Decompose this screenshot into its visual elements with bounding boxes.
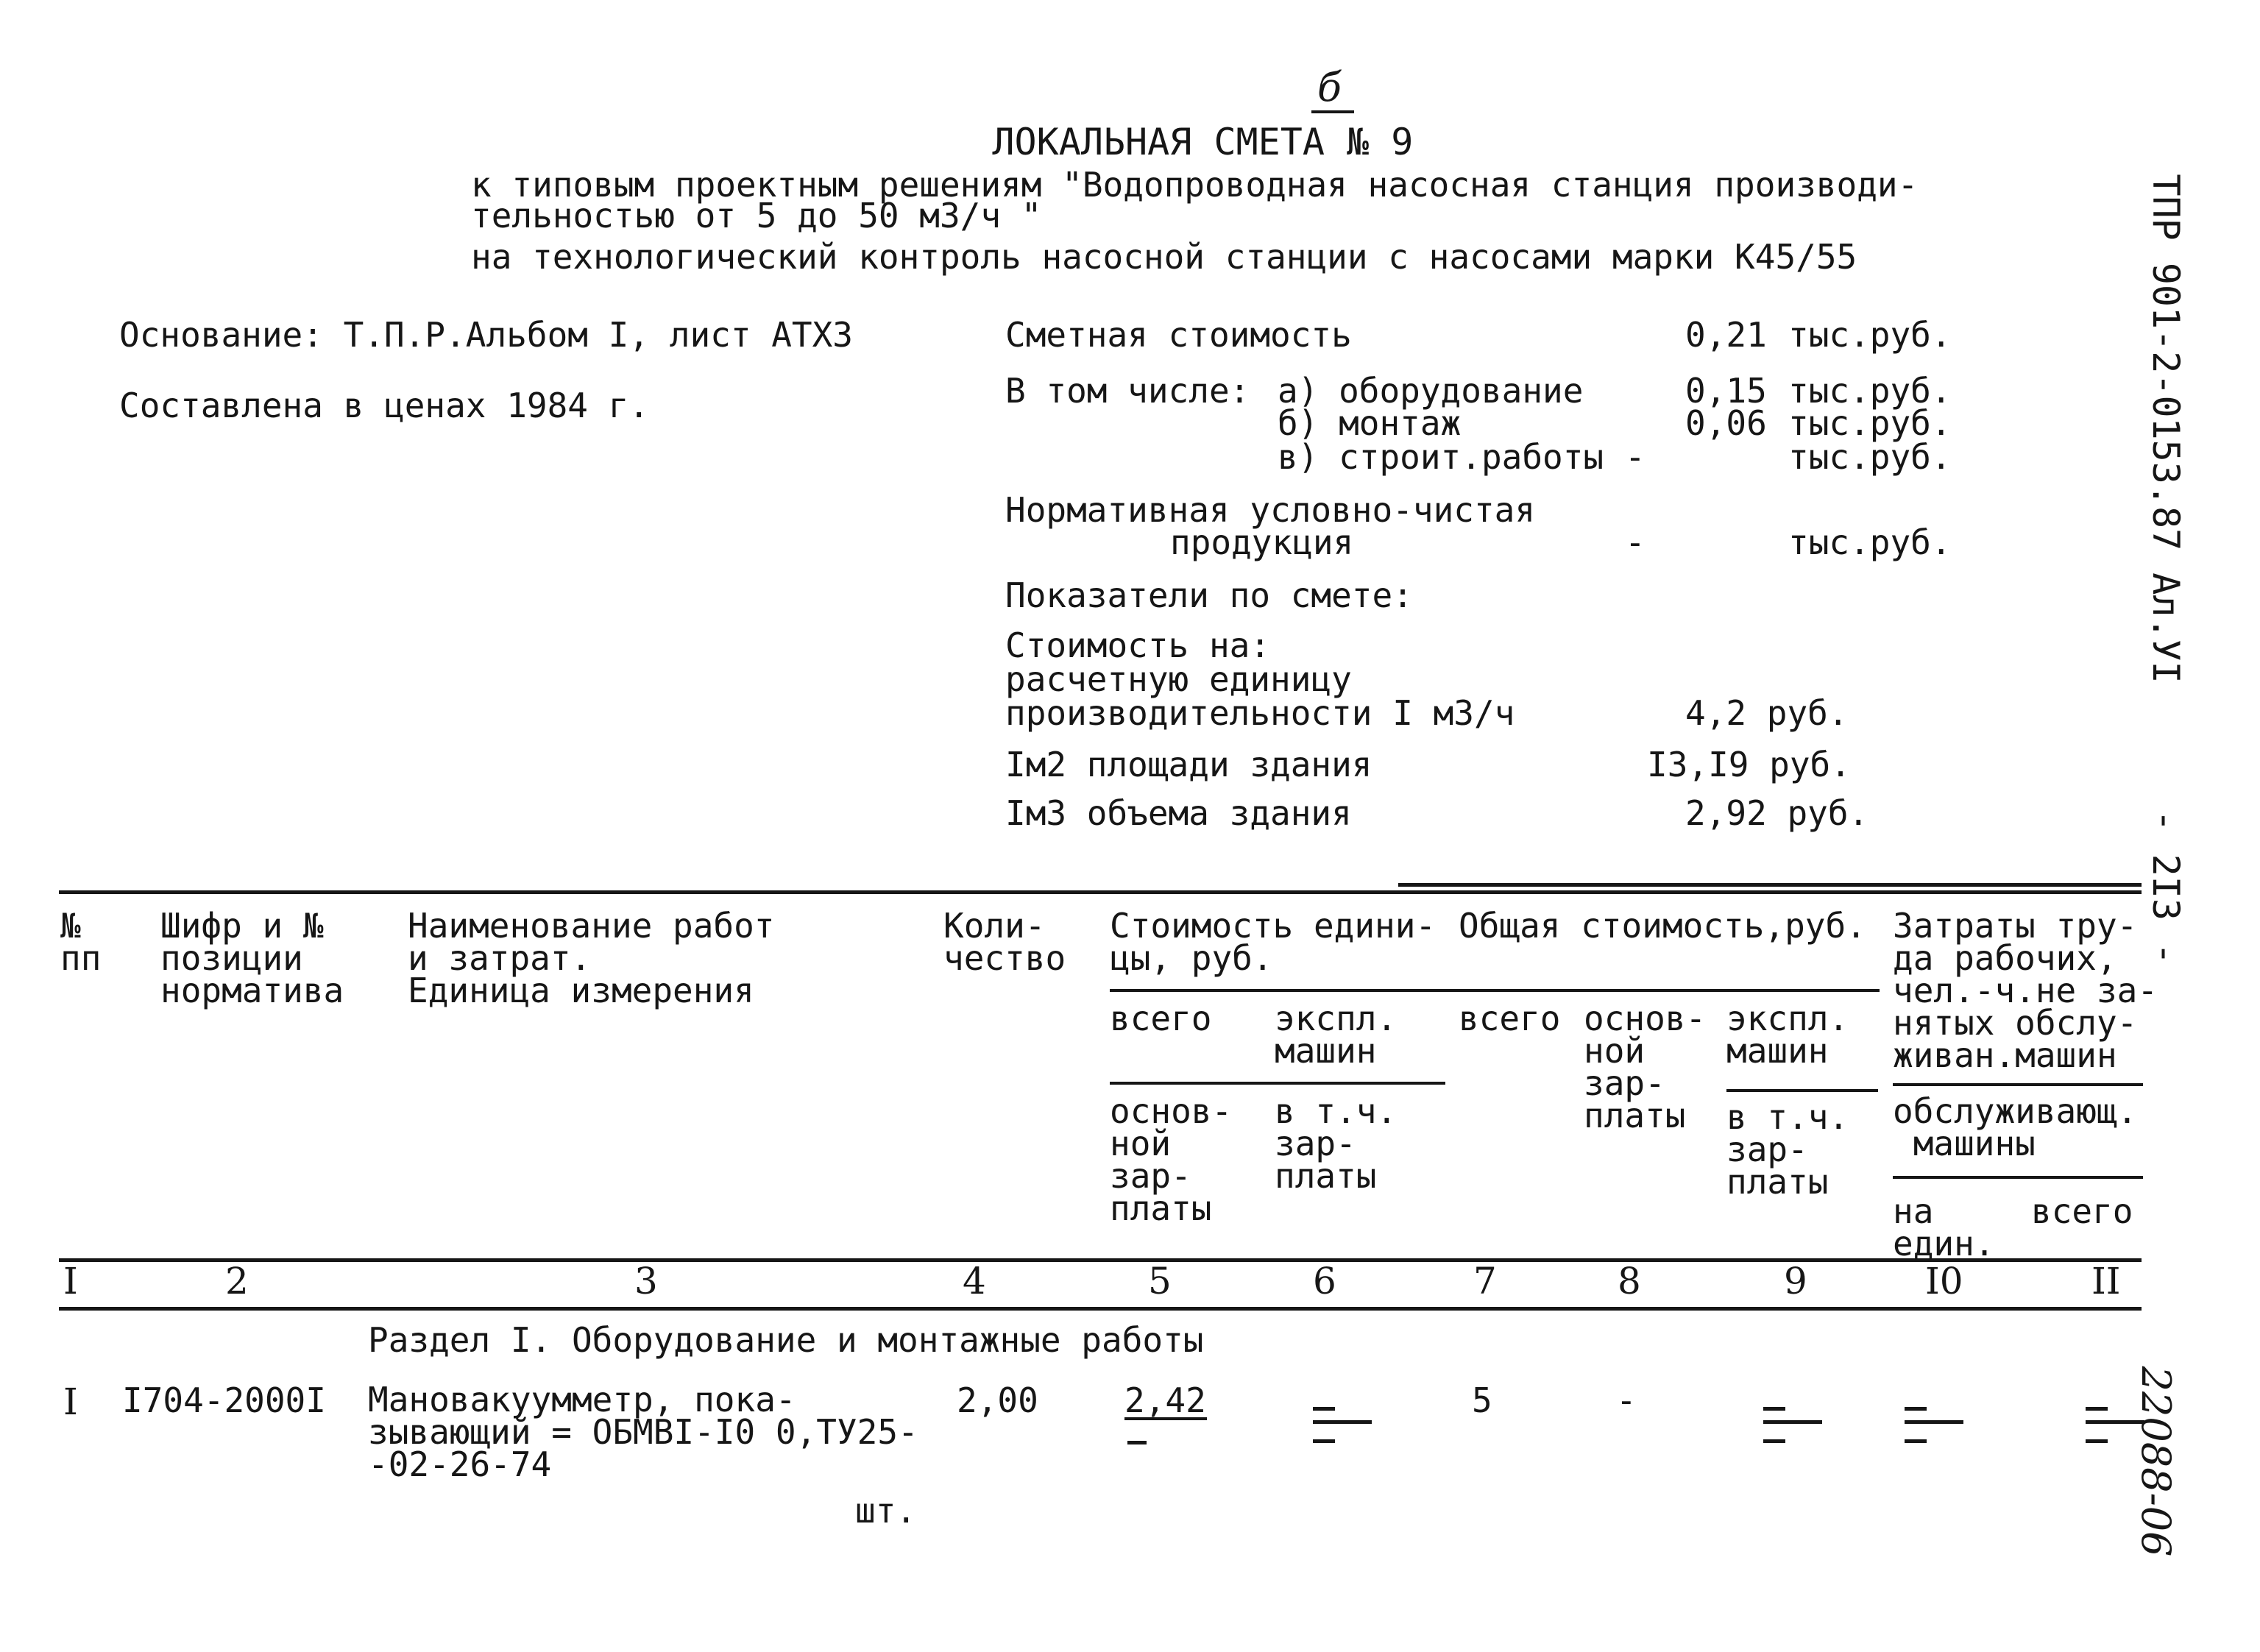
- header-rule-10-11-a: [1893, 1083, 2143, 1086]
- row-unit-cost-underline: [1124, 1417, 1207, 1420]
- title-suffix-handwritten: б: [1317, 64, 1342, 110]
- column-number-5: 5: [1148, 1260, 1172, 1302]
- header-col7: всего: [1459, 999, 1561, 1038]
- column-number-11: II: [2091, 1260, 2121, 1302]
- row-unit-cost-total: 2,42: [1124, 1380, 1206, 1420]
- header-col5b: основ- ной зар- платы: [1110, 1091, 1233, 1228]
- row-col11-dash-middle: [2086, 1420, 2144, 1424]
- row-unit-cost-main-wage-dash: [1127, 1441, 1147, 1444]
- column-number-10: I0: [1925, 1260, 1963, 1302]
- estimated-cost-value: 0,21: [1685, 315, 1767, 355]
- normative-label-line-1: Нормативная условно-чистая: [1005, 490, 1536, 530]
- column-numbers-rule-bottom: [59, 1307, 2142, 1311]
- prices-year-text: Составлена в ценах 1984 г.: [119, 386, 650, 425]
- column-numbers-rule-top: [59, 1258, 2142, 1262]
- normative-unit: тыс.руб.: [1788, 522, 1952, 562]
- title-suffix-underline: [1311, 110, 1354, 113]
- row-total-cost: 5: [1472, 1380, 1492, 1420]
- installation-unit: тыс.руб.: [1788, 403, 1952, 443]
- header-rule-10-11-b: [1893, 1176, 2143, 1179]
- subtitle-line-1: к типовым проектным решениям "Водопроводная насосная станция производи-: [471, 165, 1919, 205]
- unit-cost-label-line-2: производительности I м3/ч: [1005, 693, 1515, 733]
- estimated-cost-unit: тыс.руб.: [1788, 315, 1952, 355]
- header-col5-6-group: Стоимость едини- цы, руб.: [1110, 906, 1437, 978]
- indicators-label: Показатели по смете:: [1005, 575, 1413, 615]
- unit-cost-label-line-1: расчетную единицу: [1005, 659, 1352, 699]
- row-col11-dash-top: [2086, 1407, 2108, 1411]
- header-rule-9: [1726, 1089, 1878, 1092]
- row-number: I: [63, 1380, 78, 1423]
- construction-dash: -: [1625, 437, 1646, 477]
- header-col11: всего: [2031, 1191, 2133, 1231]
- volume-cost-label: Iм3 объема здания: [1005, 793, 1352, 833]
- construction-label: в) строит.работы: [1278, 437, 1604, 477]
- table-top-rule: [59, 890, 2142, 894]
- header-rule-5-6: [1110, 1082, 1445, 1085]
- construction-unit: тыс.руб.: [1788, 437, 1952, 477]
- row-quantity: 2,00: [957, 1380, 1038, 1420]
- cost-on-label: Стоимость на:: [1005, 625, 1271, 665]
- column-number-4: 4: [963, 1260, 986, 1302]
- header-col3: Наименование работ и затрат. Единица измерения: [408, 906, 775, 1010]
- header-col6a: экспл. машин: [1275, 999, 1398, 1071]
- column-number-7: 7: [1473, 1260, 1497, 1302]
- column-number-9: 9: [1784, 1260, 1807, 1302]
- document-title: ЛОКАЛЬНАЯ СМЕТА № 9: [992, 121, 1414, 163]
- header-col1: № пп: [60, 906, 102, 978]
- row-col6-dash-bottom: [1313, 1439, 1335, 1443]
- estimated-cost-label: Сметная стоимость: [1005, 315, 1352, 355]
- row-col10-dash-middle: [1905, 1420, 1963, 1424]
- row-col10-dash-top: [1905, 1407, 1927, 1411]
- row-name: Мановакуумметр, пока- зывающий = ОБМВI-I0 0,ТУ25- -02-26-74: [368, 1380, 918, 1484]
- equipment-unit: тыс.руб.: [1788, 371, 1952, 411]
- header-col9a: экспл. машин: [1726, 999, 1849, 1071]
- margin-page-number: - 2I3 -: [2144, 809, 2187, 965]
- header-col10-11-sub: обслуживающ. машины: [1893, 1091, 2138, 1163]
- header-col5a: всего: [1110, 999, 1212, 1038]
- header-col9b: в т.ч. зар- платы: [1726, 1097, 1849, 1202]
- header-col8: основ- ной зар- платы: [1584, 999, 1707, 1135]
- column-number-3: 3: [634, 1260, 658, 1302]
- column-number-2: 2: [225, 1260, 249, 1302]
- margin-stamp-vertical: ТПР 901-2-0153.87 Ал.УI: [2144, 174, 2187, 684]
- header-col4: Коли- чество: [943, 906, 1066, 978]
- equipment-label: а) оборудование: [1278, 371, 1584, 411]
- row-col6-dash-top: [1313, 1407, 1335, 1411]
- row-col6-dash-middle: [1313, 1420, 1372, 1424]
- row-col10-dash-bottom: [1905, 1439, 1927, 1443]
- margin-registration-number: 22088-06: [2133, 1366, 2179, 1557]
- header-col6b: в т.ч. зар- платы: [1275, 1091, 1398, 1196]
- subtitle-line-3: на технологический контроль насосной станции с насосами марки К45/55: [471, 237, 1857, 277]
- subtitle-line-2: тельностью от 5 до 50 м3/ч ": [471, 196, 1042, 235]
- row-code: I704-2000I: [122, 1380, 326, 1420]
- basis-text: Основание: Т.П.Р.Альбом I, лист АТХ3: [119, 315, 853, 355]
- installation-label: б) монтаж: [1278, 403, 1462, 443]
- row-col9-dash-bottom: [1763, 1439, 1785, 1443]
- row-col9-dash-middle: [1763, 1420, 1822, 1424]
- area-cost-value: I3,I9 руб.: [1647, 745, 1851, 784]
- header-col10-11-group: Затраты тру- да рабочих, чел.-ч.не за- нятых обслу- живан.машин: [1893, 906, 2158, 1075]
- header-rule-5-9: [1110, 989, 1880, 992]
- normative-dash: -: [1625, 522, 1646, 562]
- normative-label-line-2: продукция: [1170, 522, 1354, 562]
- table-top-rule-upper: [1398, 883, 2142, 887]
- including-label: В том числе:: [1005, 371, 1250, 411]
- section-title: Раздел I. Оборудование и монтажные работы: [368, 1320, 1204, 1360]
- header-col7-9-group: Общая стоимость,руб.: [1459, 906, 1866, 946]
- area-cost-label: Iм2 площади здания: [1005, 745, 1372, 784]
- row-unit: шт.: [855, 1491, 917, 1531]
- row-main-wage: -: [1616, 1380, 1637, 1420]
- header-col10: на един.: [1893, 1191, 1995, 1263]
- volume-cost-value: 2,92 руб.: [1685, 793, 1869, 833]
- unit-cost-value: 4,2 руб.: [1685, 693, 1849, 733]
- row-col9-dash-top: [1763, 1407, 1785, 1411]
- column-number-1: I: [63, 1260, 78, 1302]
- installation-value: 0,06: [1685, 403, 1767, 443]
- column-number-6: 6: [1313, 1260, 1336, 1302]
- column-number-8: 8: [1618, 1260, 1641, 1302]
- row-col11-dash-bottom: [2086, 1439, 2108, 1443]
- header-col2: Шифр и № позиции норматива: [160, 906, 344, 1010]
- equipment-value: 0,15: [1685, 371, 1767, 411]
